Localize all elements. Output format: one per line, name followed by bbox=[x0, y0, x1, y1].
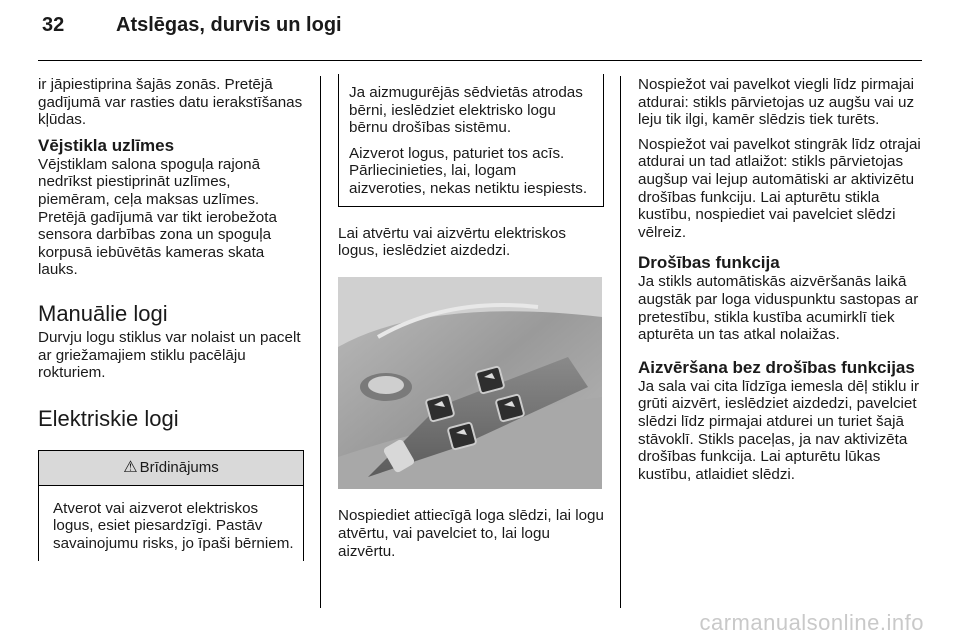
manual-windows-heading: Manuālie logi bbox=[38, 300, 168, 326]
column-middle bbox=[338, 76, 604, 567]
ignition-paragraph: Lai atvērtu vai aizvērtu elektriskos logus, ieslēdziet aizdedzi. bbox=[338, 224, 566, 260]
press-switch-paragraph: Nospiediet attiecīgā loga slēdzi, lai logu atvērtu, vai pavelciet to, lai logu aizvērtu. bbox=[338, 507, 604, 560]
windshield-stickers-paragraph: Vējstiklam salona spoguļa rajonā nedrīkst piestiprināt uzlīmes, piemēram, ceļa maksas uzlīmes. Pretējā gadījumā var tikt ierobežota sensora darbības zona un spoguļa korpusā iebūvētās kameras skata lauks. bbox=[38, 155, 277, 279]
close-without-safety-paragraph: Ja sala vai cita līdzīga iemesla dēļ stiklu ir grūti aizvērt, ieslēdziet aizdedzi, pavelciet slēdzi līdz pirmajai atdurei un turiet šajā stāvoklī. Stikls paceļas, ja nav aktivizēta drošības funkcija. Lai apturētu lūkas kustību, atlaidiet slēdzi. bbox=[638, 377, 920, 483]
warning-triangle-icon: ⚠ bbox=[123, 458, 138, 476]
safety-function-paragraph: Ja stikls automātiskās aizvēršanās laikā augstāk par loga viduspunktu sastopas ar pretestību, stikla kustība acumirklī tiek apturēta un tas atkal nolaižas. bbox=[638, 273, 919, 344]
watch-windows-paragraph: Aizverot logus, paturiet tos acīs. Pārliecinieties, lai, logam aizveroties, nekas netiktu iespiests. bbox=[349, 144, 588, 197]
column-right bbox=[638, 76, 928, 490]
column-left bbox=[38, 76, 304, 561]
page-number: 32 bbox=[42, 14, 65, 36]
safety-function-heading: Drošības funkcija bbox=[638, 253, 780, 273]
watermark: carmanualsonline.info bbox=[699, 610, 924, 635]
child-safety-paragraph: Ja aizmugurējās sēdvietās atrodas bērni, ieslēdziet elektrisko logu bērnu drošības sistēmu. bbox=[349, 84, 583, 137]
header-rule bbox=[38, 60, 922, 61]
second-detent-paragraph: Nospiežot vai pavelkot stingrāk līdz otrajai atdurai un tad atlaižot: stikls pārvietojas augšup vai lejup automātiski ar aktivizētu drošības funkciju. Lai apturētu stikla kustību, nospiediet vai pavelciet slēdzi vēlreiz. bbox=[638, 135, 921, 241]
warning-title: Brīdinājums bbox=[139, 458, 219, 476]
column-divider bbox=[320, 76, 321, 608]
column-divider bbox=[620, 76, 621, 608]
manual-windows-paragraph: Durvju logu stiklus var nolaist un pacelt ar griežamajiem stiklu pacēlāju rokturiem. bbox=[38, 328, 301, 382]
caution-box bbox=[338, 74, 604, 207]
chapter-title: Atslēgas, durvis un logi bbox=[116, 14, 342, 36]
warning-header bbox=[39, 451, 303, 486]
electric-windows-heading: Elektriskie logi bbox=[38, 405, 179, 431]
window-switch-photo bbox=[338, 277, 602, 489]
warning-text: Atverot vai aizverot elektriskos logus, esiet piesardzīgi. Pastāv savainojumu risks, jo īpaši bērniem. bbox=[53, 499, 294, 552]
intro-paragraph: ir jāpiestiprina šajās zonās. Pretējā gadījumā var rasties datu ierakstīšanas kļūdas. bbox=[38, 76, 303, 129]
close-without-safety-heading: Aizvēršana bez drošības funkcijas bbox=[638, 357, 915, 377]
first-detent-paragraph: Nospiežot vai pavelkot viegli līdz pirmajai atdurai: stikls pārvietojas uz augšu vai uz leju tik ilgi, kamēr slēdzis tiek turēts. bbox=[638, 76, 915, 129]
windshield-stickers-heading: Vējstikla uzlīmes bbox=[38, 135, 175, 155]
warning-box bbox=[38, 450, 304, 561]
